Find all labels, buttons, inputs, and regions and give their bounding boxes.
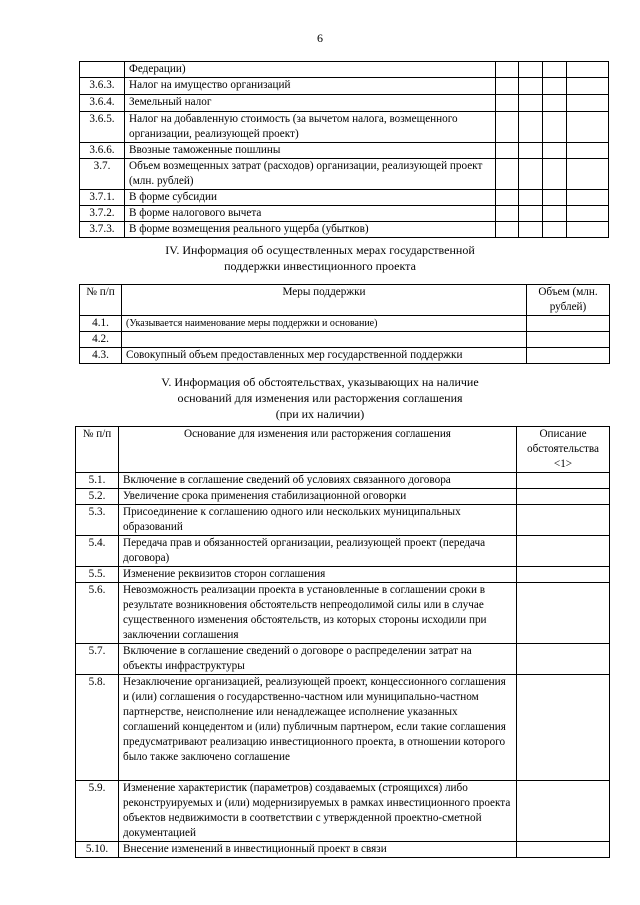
row-text: Земельный налог xyxy=(125,95,496,112)
table-row xyxy=(76,583,610,644)
table-row xyxy=(80,159,609,190)
row-text: Невозможность реализации проекта в установленные в соглашении сроки в результате возникновения обстоятельств непреодолимой силы или в случае существенного изменения обстоятельств, из которых стороны исходили при заключении соглашения xyxy=(119,583,517,644)
table-row xyxy=(76,675,610,781)
row-number: 5.5. xyxy=(76,567,119,583)
empty-cell xyxy=(567,62,609,78)
row-text: В форме возмещения реального ущерба (убытков) xyxy=(125,222,496,238)
table-row xyxy=(80,78,609,95)
empty-cell xyxy=(543,190,567,206)
page-number: 6 xyxy=(317,31,323,45)
row-text: (Указывается наименование меры поддержки и основание) xyxy=(122,316,527,332)
col-description-header: Описание обстоятельства <1> xyxy=(517,427,610,473)
row-number: 5.4. xyxy=(76,536,119,567)
empty-cell xyxy=(517,675,610,781)
row-text: Федерации) xyxy=(125,62,496,78)
empty-cell xyxy=(543,112,567,143)
empty-cell xyxy=(517,781,610,842)
row-number: 5.1. xyxy=(76,473,119,489)
empty-cell xyxy=(519,62,543,78)
table-row xyxy=(80,143,609,159)
table-row xyxy=(76,473,610,489)
empty-cell xyxy=(567,190,609,206)
row-text: Присоединение к соглашению одного или нескольких муниципальных образований xyxy=(119,505,517,536)
empty-cell xyxy=(517,473,610,489)
row-text: Передача прав и обязанностей организации, реализующей проект (передача договора) xyxy=(119,536,517,567)
empty-cell xyxy=(517,489,610,505)
row-number: 5.2. xyxy=(76,489,119,505)
col-num-header: № п/п xyxy=(80,285,122,316)
table-row xyxy=(76,536,610,567)
tax-table xyxy=(79,61,609,238)
row-text: Объем возмещенных затрат (расходов) организации, реализующей проект (млн. рублей) xyxy=(125,159,496,190)
row-text: Включение в соглашение сведений о договоре о распределении затрат на объекты инфраструктуры xyxy=(119,644,517,675)
row-number: 4.3. xyxy=(80,348,122,364)
empty-cell xyxy=(496,112,519,143)
row-text: Внесение изменений в инвестиционный проект в связи xyxy=(119,842,517,858)
table-row xyxy=(76,489,610,505)
row-text: Совокупный объем предоставленных мер государственной поддержки xyxy=(122,348,527,364)
empty-cell xyxy=(496,206,519,222)
row-number xyxy=(80,62,125,78)
empty-cell xyxy=(567,159,609,190)
table-row xyxy=(80,190,609,206)
row-number: 5.7. xyxy=(76,644,119,675)
empty-cell xyxy=(567,222,609,238)
empty-cell xyxy=(543,95,567,112)
table-row xyxy=(80,62,609,78)
empty-cell xyxy=(519,159,543,190)
table-header-row xyxy=(76,427,610,473)
empty-cell xyxy=(496,222,519,238)
empty-cell xyxy=(496,143,519,159)
row-number: 5.6. xyxy=(76,583,119,644)
col-volume-header: Объем (млн. рублей) xyxy=(527,285,610,316)
empty-cell xyxy=(496,190,519,206)
empty-cell xyxy=(519,143,543,159)
empty-cell xyxy=(543,143,567,159)
table-row xyxy=(76,842,610,858)
table-row xyxy=(80,112,609,143)
empty-cell xyxy=(517,842,610,858)
row-text: В форме налогового вычета xyxy=(125,206,496,222)
row-number: 5.9. xyxy=(76,781,119,842)
table-row xyxy=(80,95,609,112)
empty-cell xyxy=(519,112,543,143)
empty-cell xyxy=(543,159,567,190)
empty-cell xyxy=(519,78,543,95)
row-text: Изменение характеристик (параметров) создаваемых (строящихся) либо реконструируемых и (или) модернизируемых в рамках инвестиционного проекта объектов недвижимости в соответствии с утвержденной проектно-сметной документацией xyxy=(119,781,517,842)
col-measures-header: Меры поддержки xyxy=(122,285,527,316)
empty-cell xyxy=(496,95,519,112)
row-text: Ввозные таможенные пошлины xyxy=(125,143,496,159)
row-number: 3.7.1. xyxy=(80,190,125,206)
empty-cell xyxy=(543,206,567,222)
row-number: 3.6.4. xyxy=(80,95,125,112)
empty-cell xyxy=(517,644,610,675)
empty-cell xyxy=(496,62,519,78)
row-number: 4.2. xyxy=(80,332,122,348)
row-number: 3.7. xyxy=(80,159,125,190)
table-row xyxy=(76,567,610,583)
empty-cell xyxy=(567,206,609,222)
empty-cell xyxy=(543,62,567,78)
empty-cell xyxy=(567,95,609,112)
agreement-changes-table xyxy=(75,426,610,858)
row-text: Налог на имущество организаций xyxy=(125,78,496,95)
empty-cell xyxy=(496,159,519,190)
empty-cell xyxy=(543,78,567,95)
col-basis-header: Основание для изменения или расторжения соглашения xyxy=(119,427,517,473)
row-text: В форме субсидии xyxy=(125,190,496,206)
table-row xyxy=(76,505,610,536)
empty-cell xyxy=(496,78,519,95)
row-number: 3.7.3. xyxy=(80,222,125,238)
empty-cell xyxy=(517,567,610,583)
empty-cell xyxy=(517,536,610,567)
empty-cell xyxy=(519,222,543,238)
row-text xyxy=(122,332,527,348)
empty-cell xyxy=(527,348,610,364)
table-row xyxy=(80,222,609,238)
empty-cell xyxy=(527,332,610,348)
row-text: Незаключение организацией, реализующей проект, концессионного соглашения и (или) соглашения о государственно-частном или муниципально-частном партнерстве, неисполнение или ненадлежащее исполнение указанных соглашений концедентом и (или) публичным партнером, если такие соглашения предусматривают реализацию инвестиционного проекта, в отношении которого было также заключено соглашение xyxy=(119,675,517,781)
empty-cell xyxy=(567,143,609,159)
table-header-row xyxy=(80,285,610,316)
row-number: 3.6.6. xyxy=(80,143,125,159)
table-row xyxy=(80,206,609,222)
empty-cell xyxy=(517,505,610,536)
empty-cell xyxy=(543,222,567,238)
empty-cell xyxy=(567,78,609,95)
row-text: Налог на добавленную стоимость (за вычетом налога, возмещенного организации, реализующей проект) xyxy=(125,112,496,143)
table-row xyxy=(80,332,610,348)
row-text: Включение в соглашение сведений об условиях связанного договора xyxy=(119,473,517,489)
row-number: 3.6.5. xyxy=(80,112,125,143)
section4-heading: IV. Информация об осуществленных мерах государственной поддержки инвестиционного проекта xyxy=(165,243,475,273)
table-row xyxy=(80,348,610,364)
empty-cell xyxy=(519,190,543,206)
empty-cell xyxy=(527,316,610,332)
table-row xyxy=(80,316,610,332)
support-measures-table xyxy=(79,284,610,364)
row-number: 3.6.3. xyxy=(80,78,125,95)
row-number: 3.7.2. xyxy=(80,206,125,222)
section5-heading: V. Информация об обстоятельствах, указывающих на наличие оснований для изменения или расторжения соглашения (при их наличии) xyxy=(161,375,479,421)
table-row xyxy=(76,644,610,675)
row-number: 5.10. xyxy=(76,842,119,858)
empty-cell xyxy=(567,112,609,143)
row-text: Увеличение срока применения стабилизационной оговорки xyxy=(119,489,517,505)
col-num-header: № п/п xyxy=(76,427,119,473)
empty-cell xyxy=(519,95,543,112)
empty-cell xyxy=(517,583,610,644)
row-number: 4.1. xyxy=(80,316,122,332)
row-number: 5.3. xyxy=(76,505,119,536)
empty-cell xyxy=(519,206,543,222)
row-text: Изменение реквизитов сторон соглашения xyxy=(119,567,517,583)
table-row xyxy=(76,781,610,842)
row-number: 5.8. xyxy=(76,675,119,781)
